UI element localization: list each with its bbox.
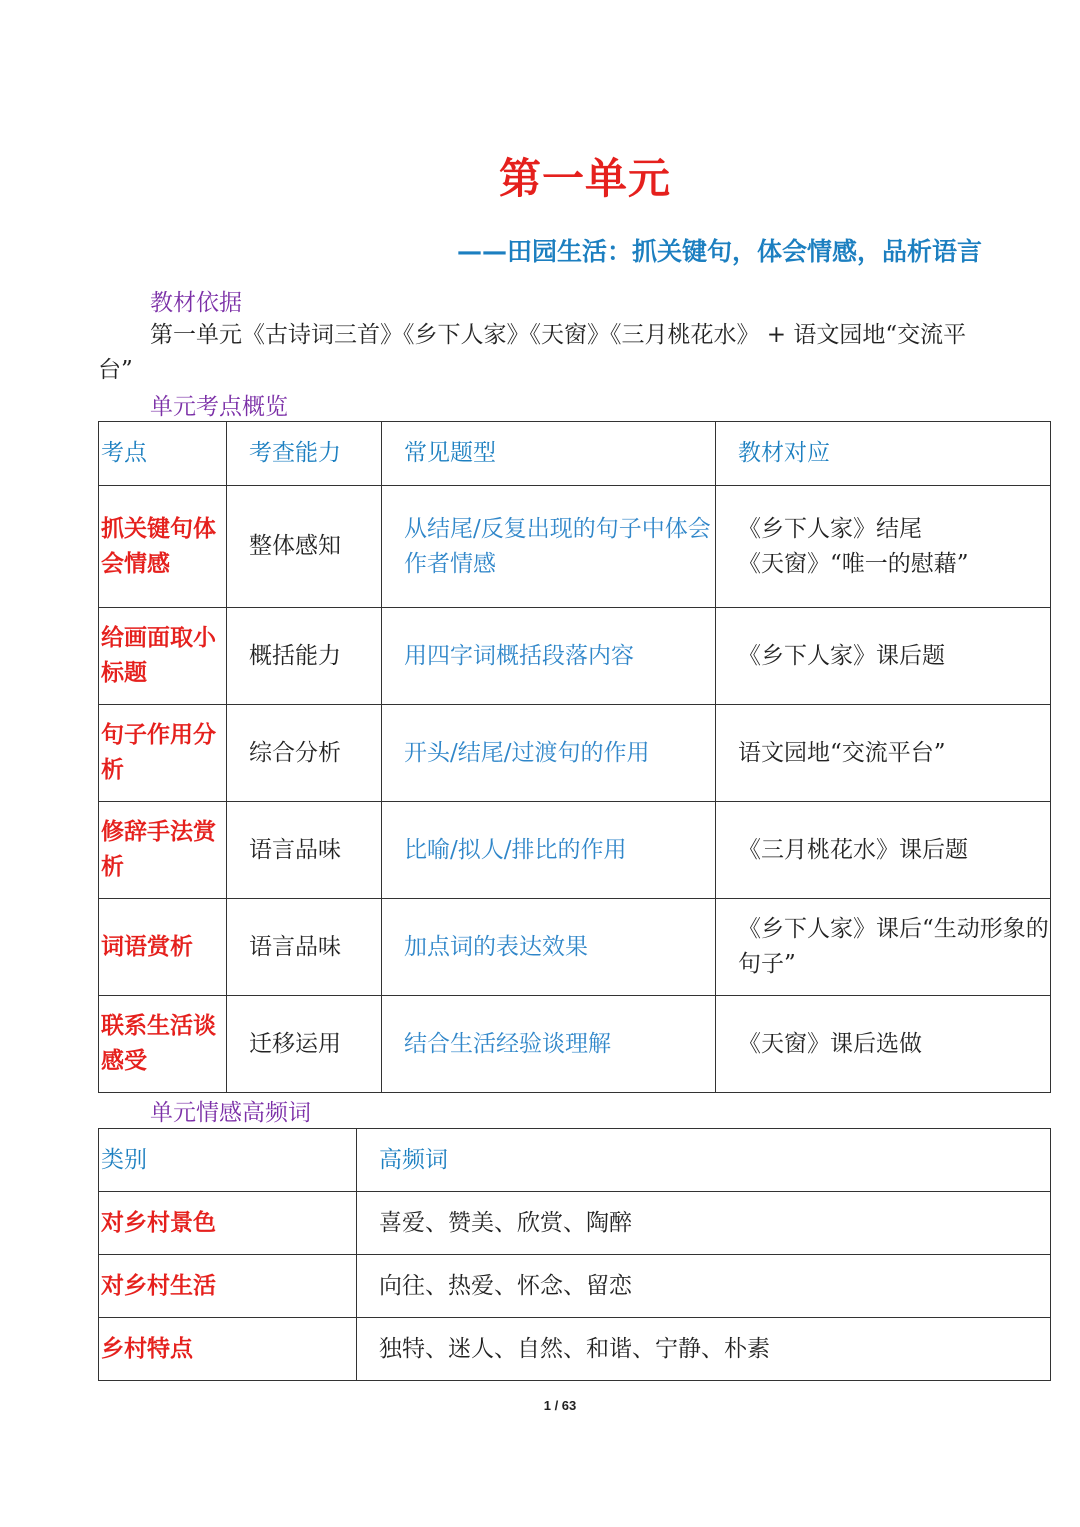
emotion-header-row [99,1129,1051,1192]
type-cell: 用四字词概括段落内容 [382,608,716,705]
overview-header-row [99,422,1051,486]
header-source: 教材对应 [716,422,1051,486]
point-cell: 抓关键句体会情感 [99,486,227,608]
ability-cell: 迁移运用 [227,996,382,1093]
table-row [99,1318,1051,1381]
category-cell: 对乡村景色 [99,1192,357,1255]
table-row [99,608,1051,705]
type-cell: 开头/结尾/过渡句的作用 [382,705,716,802]
words-cell: 独特、迷人、自然、和谐、宁静、朴素 [357,1318,1051,1381]
table-row [99,802,1051,899]
source-cell: 《乡下人家》课后“生动形象的句子” [716,899,1051,996]
source-cell: 《天窗》课后选做 [716,996,1051,1093]
ability-cell: 语言品味 [227,899,382,996]
source-cell: 《乡下人家》课后题 [716,608,1051,705]
type-cell: 比喻/拟人/排比的作用 [382,802,716,899]
point-cell: 修辞手法赏析 [99,802,227,899]
basis-text: 第一单元《古诗词三首》《乡下人家》《天窗》《三月桃花水》 + 语文园地“交流平台” [98,322,967,383]
header-words: 高频词 [357,1129,1051,1192]
header-type: 常见题型 [382,422,716,486]
basis-heading: 教材依据 [150,290,242,316]
page-title: 第一单元 [498,154,671,203]
ability-cell: 概括能力 [227,608,382,705]
point-cell: 词语赏析 [99,899,227,996]
type-cell: 从结尾/反复出现的句子中体会作者情感 [382,486,716,608]
table-row [99,899,1051,996]
overview-heading: 单元考点概览 [150,394,288,420]
emotion-heading: 单元情感高频词 [150,1100,311,1126]
point-cell: 联系生活谈感受 [99,996,227,1093]
emotion-table [98,1128,1051,1381]
table-row [99,996,1051,1093]
table-row [99,1192,1051,1255]
header-ability: 考查能力 [227,422,382,486]
source-cell: 《乡下人家》结尾 《天窗》“唯一的慰藉” [716,486,1051,608]
words-cell: 喜爱、赞美、欣赏、陶醉 [357,1192,1051,1255]
source-cell: 《三月桃花水》课后题 [716,802,1051,899]
page-subtitle: ——田园生活：抓关键句，体会情感，品析语言 [456,237,982,266]
ability-cell: 整体感知 [227,486,382,608]
header-point: 考点 [99,422,227,486]
header-category: 类别 [99,1129,357,1192]
point-cell: 句子作用分析 [99,705,227,802]
source-cell: 语文园地“交流平台” [716,705,1051,802]
category-cell: 对乡村生活 [99,1255,357,1318]
type-cell: 加点词的表达效果 [382,899,716,996]
table-row [99,486,1051,608]
type-cell: 结合生活经验谈理解 [382,996,716,1093]
ability-cell: 语言品味 [227,802,382,899]
page-number: 1 / 63 [543,1398,577,1413]
ability-cell: 综合分析 [227,705,382,802]
words-cell: 向往、热爱、怀念、留恋 [357,1255,1051,1318]
point-cell: 给画面取小标题 [99,608,227,705]
overview-table [98,421,1051,1093]
table-row [99,1255,1051,1318]
category-cell: 乡村特点 [99,1318,357,1381]
table-row [99,705,1051,802]
